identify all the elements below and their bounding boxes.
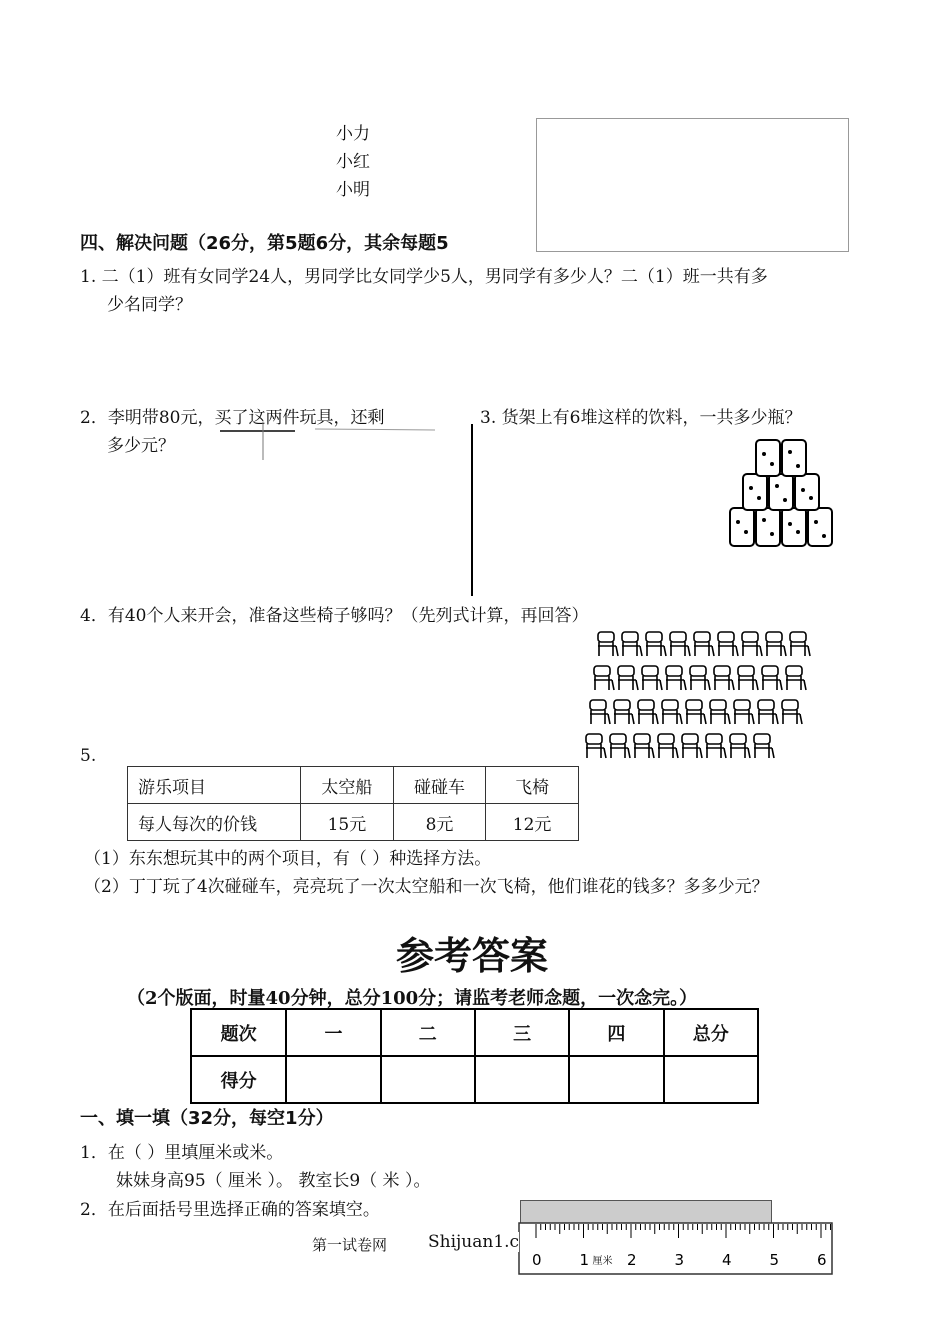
score-cell	[664, 1056, 758, 1103]
score-table	[190, 1008, 759, 1104]
chairs-image	[584, 628, 816, 770]
toy-image-fragment	[215, 420, 440, 465]
table-header-cell: 题次	[191, 1009, 286, 1056]
table-cell: 碰碰车	[393, 767, 485, 804]
table-header-cell: 三	[475, 1009, 569, 1056]
table-cell: 游乐项目	[128, 767, 301, 804]
question-5: 5.	[80, 746, 97, 766]
table-row	[191, 1009, 758, 1056]
question-1-line2: 少名同学？	[107, 295, 192, 315]
blank-image-box	[536, 118, 849, 252]
name-xiaoming: 小明	[336, 180, 370, 200]
question-2-line2: 多少元？	[107, 436, 175, 456]
question-2-line1: 2．李明带80元，买了这两件玩具，还剩	[80, 408, 385, 428]
name-xiaoli: 小力	[336, 124, 370, 144]
ruler-unit-label: 厘米	[592, 1256, 613, 1267]
table-header-cell: 四	[569, 1009, 663, 1056]
answer-subtitle: （2个版面，时量40分钟，总分100分；请监考老师念题，一次念完。）	[127, 988, 698, 1009]
ruler-number: 3	[674, 1251, 685, 1269]
table-header-cell: 总分	[664, 1009, 758, 1056]
score-cell	[569, 1056, 663, 1103]
table-cell: 每人每次的价钱	[128, 804, 301, 841]
score-cell	[286, 1056, 380, 1103]
ride-price-table	[127, 766, 579, 841]
ruler-image	[518, 1222, 834, 1276]
drink-can-stack-image	[728, 432, 838, 550]
section1-question-1-answers: 妹妹身高95（ 厘米 ）。 教室长9（ 米 ）。	[116, 1171, 431, 1191]
answer-title: 参考答案	[396, 934, 549, 978]
table-row	[128, 804, 579, 841]
section1-question-1: 1．在（ ）里填厘米或米。	[80, 1143, 284, 1163]
vertical-divider	[471, 424, 473, 596]
table-row	[191, 1056, 758, 1103]
table-row	[128, 767, 579, 804]
footer-left: 第一试卷网	[312, 1236, 388, 1254]
table-cell: 飞椅	[486, 767, 579, 804]
question-5-sub2: （2）丁丁玩了4次碰碰车，亮亮玩了一次太空船和一次飞椅，他们谁花的钱多？多多少元？	[84, 877, 769, 897]
ruler-number: 4	[722, 1251, 732, 1269]
section4-title: 四、解决问题（26分，第5题6分，其余每题5	[80, 233, 449, 254]
ruler-number: 1	[579, 1251, 590, 1269]
section1-question-2: 2．在后面括号里选择正确的答案填空。	[80, 1200, 380, 1220]
question-3: 3. 货架上有6堆这样的饮料，一共多少瓶？	[480, 408, 802, 428]
score-row-label: 得分	[191, 1056, 286, 1103]
question-4: 4．有40个人来开会，准备这些椅子够吗？（先列式计算，再回答）	[80, 606, 589, 626]
score-cell	[475, 1056, 569, 1103]
footer-right: Shijuan1.c	[428, 1232, 520, 1252]
table-cell: 15元	[301, 804, 394, 841]
name-xiaohong: 小红	[336, 152, 370, 172]
table-header-cell: 一	[286, 1009, 380, 1056]
table-cell: 8元	[393, 804, 485, 841]
ruler-number: 5	[769, 1251, 780, 1269]
table-header-cell: 二	[381, 1009, 475, 1056]
ruler-number: 6	[817, 1251, 827, 1269]
section1-title: 一、填一填（32分，每空1分）	[80, 1108, 334, 1129]
ruler-number: 0	[532, 1251, 542, 1269]
table-cell: 太空船	[301, 767, 394, 804]
table-cell: 12元	[486, 804, 579, 841]
score-cell	[381, 1056, 475, 1103]
question-5-sub1: （1）东东想玩其中的两个项目，有（ ）种选择方法。	[84, 849, 492, 869]
ruler-number: 2	[627, 1251, 637, 1269]
question-1-line1: 1. 二（1）班有女同学24人，男同学比女同学少5人，男同学有多少人？二（1）班一共有多	[80, 267, 768, 287]
